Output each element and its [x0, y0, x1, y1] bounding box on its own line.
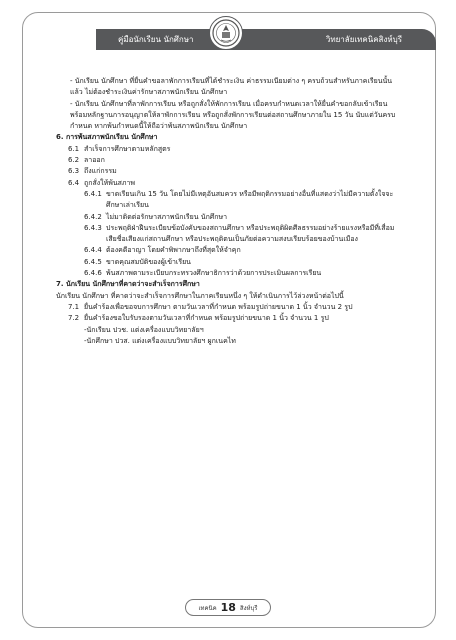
section-7-intro: นักเรียน นักศึกษา ที่คาดว่าจะสำเร็จการศึกษาในภาคเรียนหนึ่ง ๆ ให้ดำเนินการไว้ล่วงหน้าต่อไปนี้ [56, 291, 344, 300]
list-item: 7.1 ยื่นคำร้องเพื่อขอจบการศึกษา ตามวันเวลาที่กำหนด พร้อมรูปถ่ายขนาด 1 นิ้ว จำนวน 2 รูป [68, 302, 353, 311]
dress-code-diploma: -นักศึกษา ปวส. แต่งเครื่องแบบวิทยาลัยฯ ผูกเนคไท [84, 336, 236, 345]
list-item: 6.4.2 ไม่มาติดต่อรักษาสภาพนักเรียน นักศึกษา [84, 212, 228, 221]
list-item: 6.4.3 ประพฤติฝ่าฝืนระเบียบข้อบังคับของสถานศึกษา หรือประพฤติผิดศีลธรรมอย่างร้ายแรงหรือมีที่เสื่อมเสียชื่อเสียงแก่สถานศึกษา หรือประพฤติตนเป็นภัยต่อความสงบเรียบร้อยของบ้านเมือง [84, 223, 395, 244]
list-item: 6.4 ถูกสั่งให้พ้นสภาพ [68, 178, 136, 187]
list-item: 6.1 สำเร็จการศึกษาตามหลักสูตร [68, 144, 171, 153]
college-seal-icon [209, 16, 243, 50]
list-item: 6.3 ถึงแก่กรรม [68, 167, 117, 176]
list-item: 6.2 ลาออก [68, 156, 105, 165]
page-number: 18 [220, 601, 236, 614]
list-item: 6.4.1 ขาดเรียนเกิน 15 วัน โดยไม่มีเหตุอันสมควร หรือมีพฤติกรรมอย่างอื่นที่แสดงว่าไม่มีความตั้งใจจะศึกษาเล่าเรียน [84, 189, 394, 210]
footer-prefix: เทคนิค [198, 604, 217, 612]
paragraph-return-study: - นักเรียน นักศึกษาที่ลาพักการเรียน หรือถูกสั่งให้พักการเรียน เมื่อครบกำหนดเวลาให้ยื่นคำขอกลับเข้าเรียน พร้อมหลักฐานการอนุญาตให้ลาพักการเรียน หรือถูกสั่งพักการเรียนต่อสถานศึกษาภายใน 15 วัน นับแต่วันครบกำหนด หากพ้นกำหนดนี้ให้ถือว่าพ้นสภาพนักเรียน นักศึกษา [70, 99, 396, 131]
header-handbook-title: คู่มือนักเรียน นักศึกษา [118, 35, 194, 44]
section-7-heading: 7. นักเรียน นักศึกษาที่คาดว่าจะสำเร็จการศึกษา [56, 280, 200, 289]
paragraph-leave-fee: - นักเรียน นักศึกษา ที่ยื่นคำขอลาพักการเรียนที่ได้ชำระเงิน ค่าธรรมเนียมต่าง ๆ ครบถ้วนสำหรับภาคเรียนนั้นแล้ว ไม่ต้องชำระเงินค่ารักษาสภาพนักเรียน นักศึกษา [70, 77, 393, 97]
page-number-badge [185, 599, 271, 616]
footer-suffix: สิงห์บุรี [239, 604, 258, 612]
header-bar [96, 29, 436, 50]
list-item: 6.4.6 พ้นสภาพตามระเบียบกระทรวงศึกษาธิการว่าด้วยการประเมินผลการเรียน [84, 269, 322, 278]
list-item: 6.4.4 ต้องคดีอาญา โดยคำพิพากษาถึงที่สุดให้จำคุก [84, 246, 241, 255]
list-item: 7.2 ยื่นคำร้องขอใบรับรองตามวันเวลาที่กำหนด พร้อมรูปถ่ายขนาด 1 นิ้ว จำนวน 1 รูป [68, 314, 329, 323]
document-body [56, 76, 402, 347]
list-item: 6.4.5 ขาดคุณสมบัติของผู้เข้าเรียน [84, 257, 191, 266]
section-6-heading: 6. การพ้นสภาพนักเรียน นักศึกษา [56, 133, 158, 142]
header-college-name: วิทยาลัยเทคนิคสิงห์บุรี [325, 35, 402, 44]
dress-code-vocational: -นักเรียน ปวช. แต่งเครื่องแบบวิทยาลัยฯ [84, 325, 204, 334]
